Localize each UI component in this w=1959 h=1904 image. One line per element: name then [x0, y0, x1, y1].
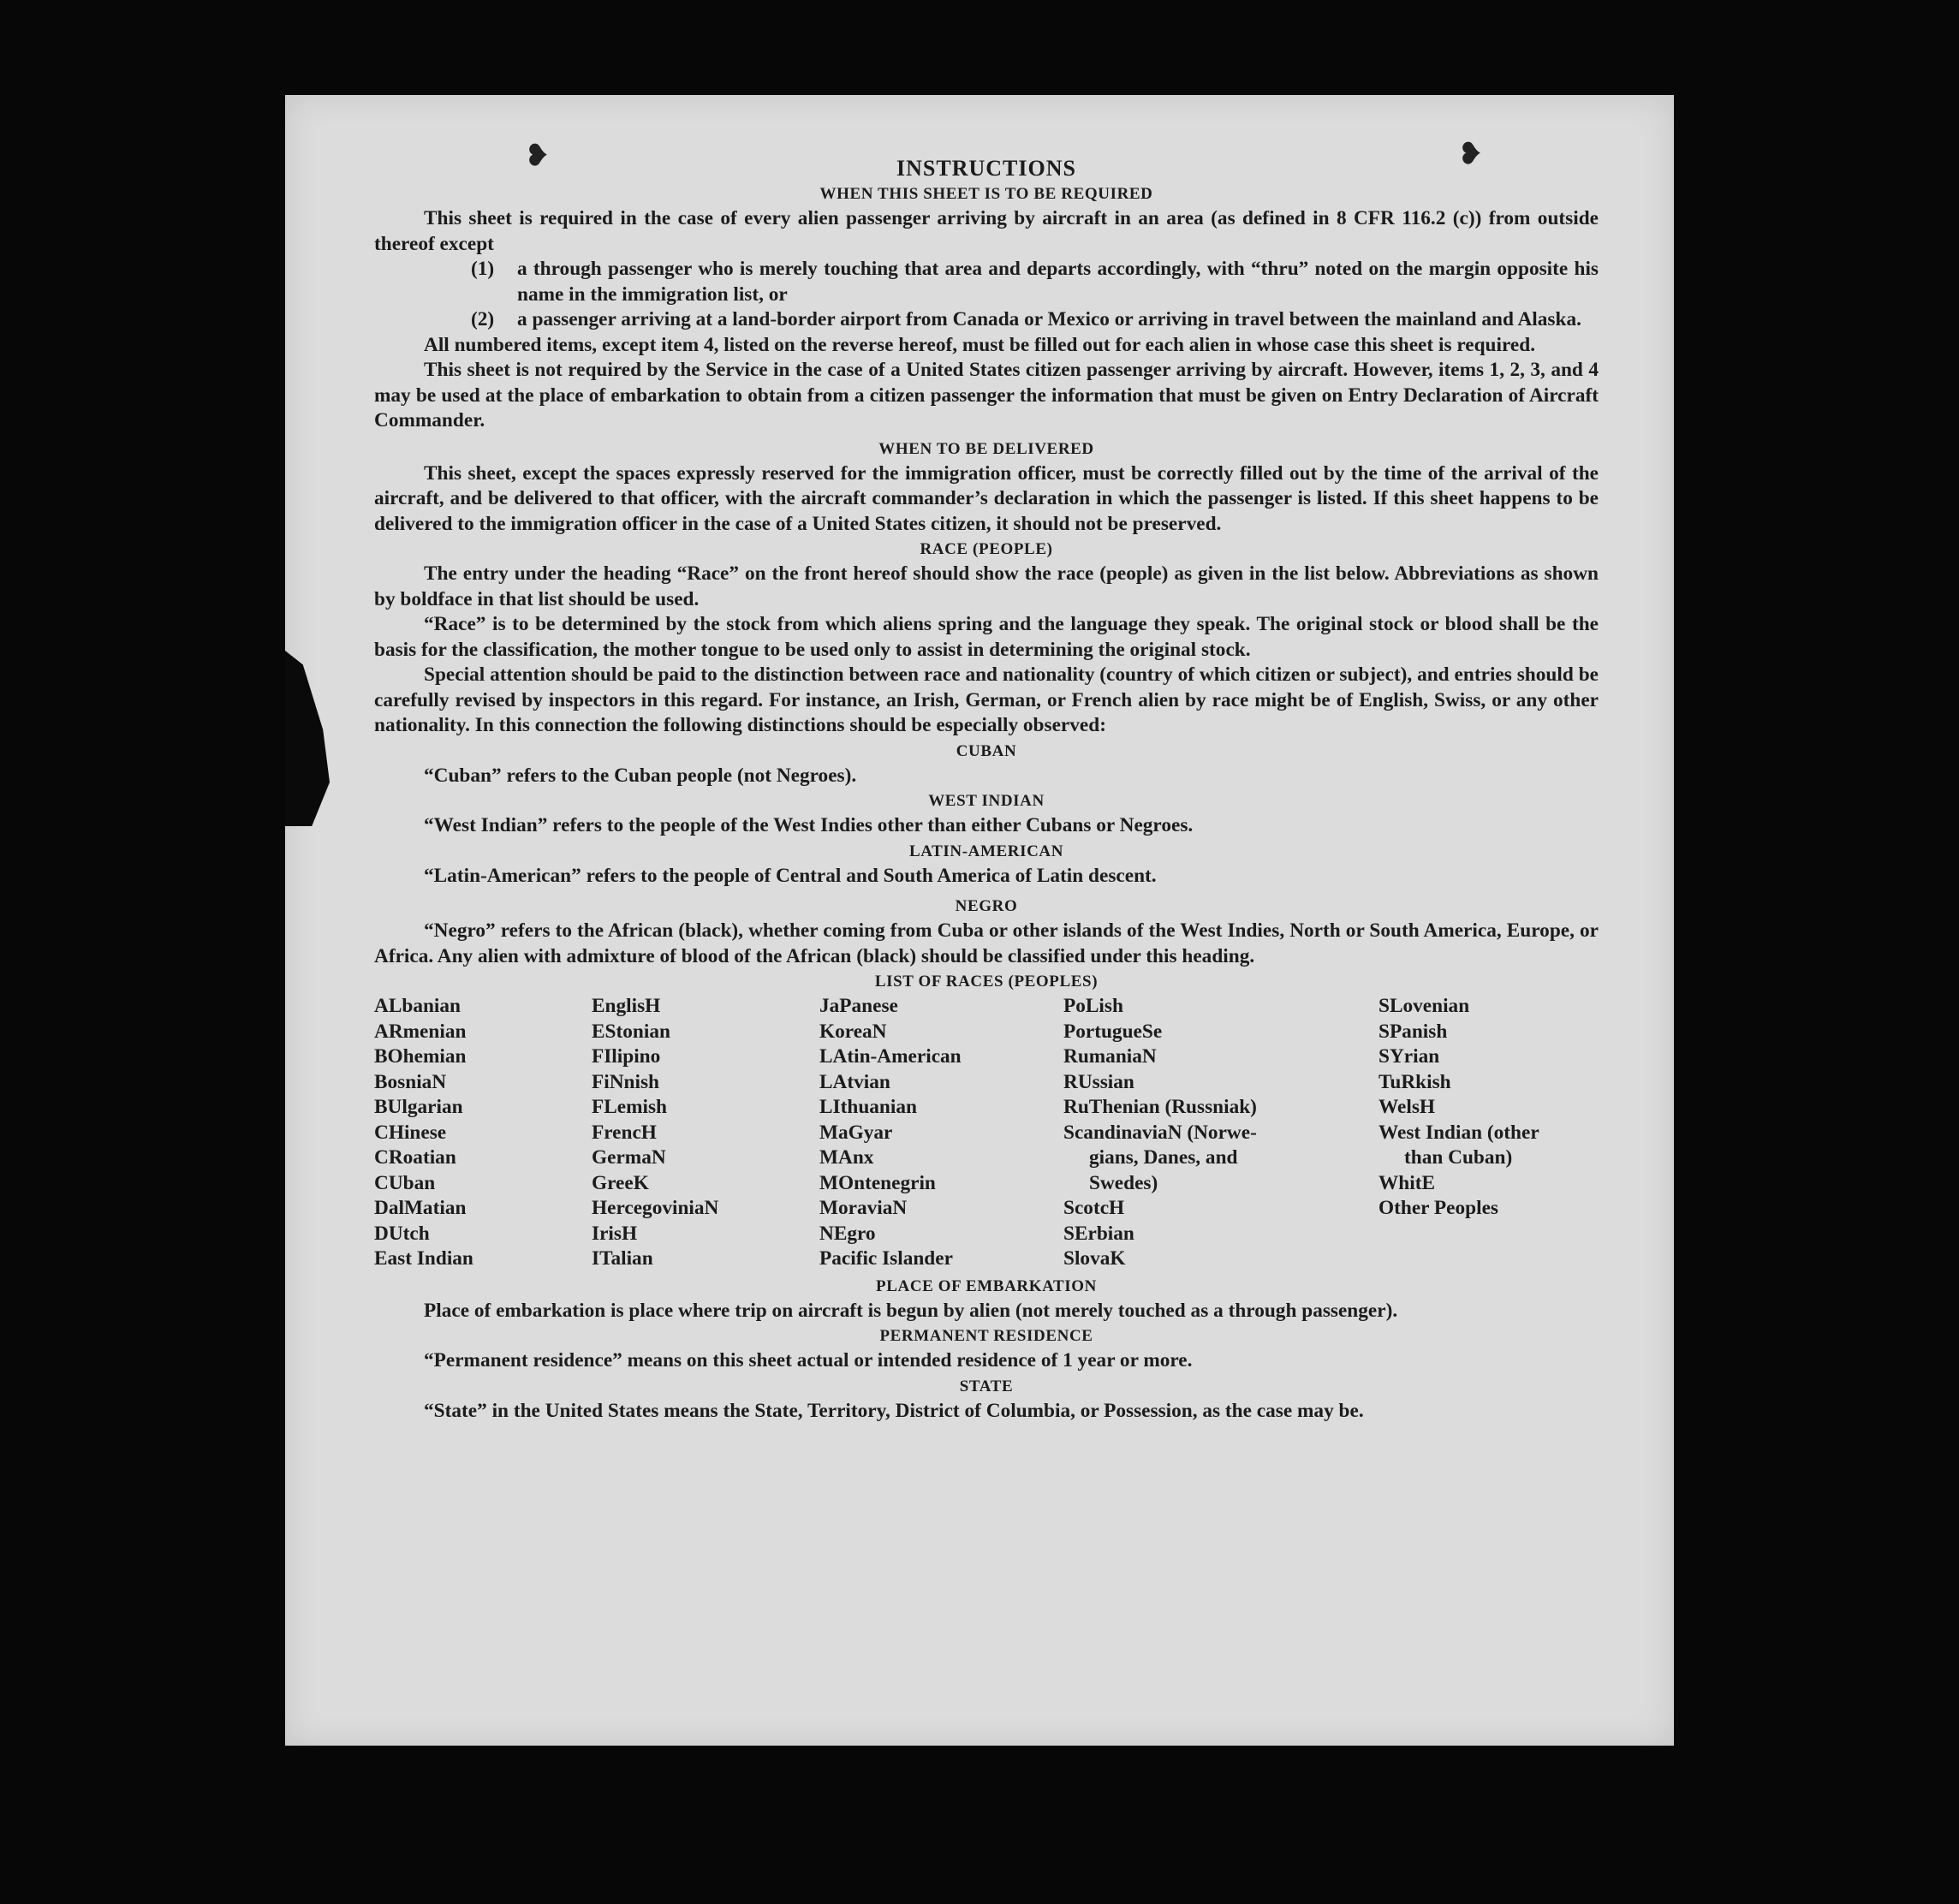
- race-item: EStonian: [592, 1020, 670, 1043]
- race-item: NEgro: [819, 1222, 876, 1245]
- race-item: MAnx: [819, 1146, 874, 1169]
- race-item: MoraviaN: [819, 1197, 908, 1219]
- race-item: Swedes): [1089, 1171, 1158, 1194]
- section-heading: WEST INDIAN: [928, 792, 1045, 810]
- race-item: LAtin-American: [819, 1045, 962, 1068]
- race-item: GreeK: [592, 1171, 649, 1194]
- instructions-text: [374, 156, 1599, 1424]
- race-item: SLovenian: [1378, 995, 1470, 1017]
- paragraph: “Cuban” refers to the Cuban people (not Negroes).: [424, 764, 857, 787]
- section-heading: LIST OF RACES (PEOPLES): [874, 973, 1099, 991]
- section-heading: STATE: [959, 1377, 1014, 1395]
- list-item: [374, 257, 1599, 307]
- list-text: a through passenger who is merely touching that area and departs accordingly, with “thru” noted on the margin opposite his name in the immigration list, or: [517, 258, 1599, 306]
- race-item: PoLish: [1063, 995, 1123, 1017]
- paragraph: “Negro” refers to the African (black), whether coming from Cuba or other islands of the West Indies, North or South America, Europe, or Africa. Any alien with admixture of blood of the African (black) should be classified under this heading.: [374, 919, 1599, 967]
- race-item: FiNnish: [592, 1070, 659, 1093]
- section-heading: WHEN THIS SHEET IS TO BE REQUIRED: [819, 185, 1153, 203]
- race-item: MaGyar: [819, 1121, 893, 1144]
- paragraph: This sheet is not required by the Service in the case of a United States citizen passenger arriving by aircraft. However, items 1, 2, 3, and 4 may be used at the place of embarkation to obtain from a citizen passenger the information that must be given on Entry Declaration of Aircraft Commander.: [374, 359, 1599, 431]
- race-item: RuThenian (Russniak): [1063, 1096, 1257, 1118]
- section-heading: RACE (PEOPLE): [920, 540, 1053, 558]
- paragraph: “Race” is to be determined by the stock from which aliens spring and the language they speak. The original stock or blood shall be the basis for the classification, the mother tongue to be used only to assist in determining the original stock.: [374, 613, 1599, 661]
- race-item: RumaniaN: [1063, 1045, 1157, 1068]
- races-column: [592, 994, 819, 1272]
- ink-mark-left: ❥: [525, 140, 550, 172]
- paragraph: Place of embarkation is place where trip on aircraft is begun by alien (not merely touched as a through passenger).: [424, 1299, 1398, 1322]
- race-item: SYrian: [1378, 1045, 1440, 1068]
- race-item: KoreaN: [819, 1020, 887, 1043]
- race-item: IrisH: [592, 1222, 638, 1245]
- race-item: SlovaK: [1063, 1247, 1126, 1270]
- race-item: WhitE: [1378, 1171, 1436, 1194]
- paragraph: This sheet, except the spaces expressly reserved for the immigration officer, must be correctly filled out by the time of the arrival of the aircraft, and be delivered to that officer, with the aircraft commander’s declaration in which the passenger is listed. If this sheet happens to be delivered to the immigration officer in the case of a United States citizen, it should not be preserved.: [374, 461, 1599, 535]
- section-heading: PLACE OF EMBARKATION: [876, 1276, 1097, 1295]
- races-column: [819, 994, 1063, 1272]
- races-column: [374, 994, 592, 1272]
- paragraph: This sheet is required in the case of every alien passenger arriving by aircraft in an area (as defined in 8 CFR 116.2 (c)) from outside thereof except: [374, 207, 1599, 255]
- list-number: (2): [471, 308, 495, 330]
- race-item: Other Peoples: [1378, 1197, 1498, 1219]
- race-item: BOhemian: [374, 1045, 467, 1068]
- race-item: ALbanian: [374, 995, 461, 1017]
- races-column: [1063, 994, 1378, 1272]
- race-item: than Cuban): [1404, 1146, 1513, 1169]
- race-item: gians, Danes, and: [1089, 1146, 1238, 1169]
- list-text: a passenger arriving at a land-border airport from Canada or Mexico or arriving in travel between the mainland and Alaska.: [517, 308, 1581, 330]
- race-item: GermaN: [592, 1146, 666, 1169]
- race-item: FLemish: [592, 1096, 668, 1118]
- race-item: ScotcH: [1063, 1197, 1125, 1219]
- race-item: BUlgarian: [374, 1096, 463, 1118]
- race-item: SErbian: [1063, 1222, 1134, 1245]
- race-item: DUtch: [374, 1222, 430, 1245]
- race-item: CRoatian: [374, 1146, 456, 1169]
- race-item: RUssian: [1063, 1070, 1134, 1093]
- paragraph: All numbered items, except item 4, listed on the reverse hereof, must be filled out for each alien in whose case this sheet is required.: [424, 333, 1536, 356]
- section-heading: LATIN-AMERICAN: [908, 842, 1064, 860]
- section-heading: CUBAN: [956, 741, 1017, 760]
- race-item: West Indian (other: [1378, 1121, 1539, 1144]
- race-item: EnglisH: [592, 995, 661, 1017]
- ink-mark-right: ❥: [1458, 139, 1483, 170]
- race-item: Pacific Islander: [819, 1247, 953, 1270]
- race-item: LIthuanian: [819, 1096, 917, 1118]
- races-column: [1378, 994, 1599, 1272]
- race-item: LAtvian: [819, 1070, 890, 1093]
- race-item: HercegovinіaN: [592, 1197, 719, 1219]
- list-number: (1): [471, 258, 495, 280]
- race-item: East Indian: [374, 1247, 473, 1270]
- race-item: CUban: [374, 1171, 436, 1194]
- section-heading: PERMANENT RESIDENCE: [879, 1327, 1093, 1345]
- list-item: [374, 307, 1599, 333]
- page-title: INSTRUCTIONS: [896, 156, 1076, 181]
- race-item: MOntenegrin: [819, 1171, 936, 1194]
- section-heading: NEGRO: [955, 897, 1018, 915]
- race-item: BosniaN: [374, 1070, 447, 1093]
- race-item: FIlipino: [592, 1045, 661, 1068]
- race-item: FrencH: [592, 1121, 657, 1144]
- section-heading: WHEN TO BE DELIVERED: [878, 439, 1094, 458]
- race-item: JaPanese: [819, 995, 898, 1017]
- paragraph: “State” in the United States means the State, Territory, District of Columbia, or Possession, as the case may be.: [424, 1399, 1364, 1422]
- race-item: DalMatian: [374, 1197, 467, 1219]
- race-item: SPanish: [1378, 1020, 1448, 1043]
- paragraph: “Permanent residence” means on this sheet actual or intended residence of 1 year or more.: [424, 1349, 1193, 1371]
- paragraph: Special attention should be paid to the distinction between race and nationality (country of which citizen or subject), and entries should be carefully revised by inspectors in this regard. For instance, an Irish, German, or French alien by race might be of English, Swiss, or any other nationality. In this connection the following distinctions should be especially observed:: [374, 663, 1599, 736]
- race-item: CHinese: [374, 1121, 447, 1144]
- paragraph: “West Indian” refers to the people of the West Indies other than either Cubans or Negroes.: [424, 814, 1194, 836]
- paragraph: “Latin-American” refers to the people of Central and South America of Latin descent.: [424, 864, 1157, 887]
- race-item: WelsH: [1378, 1096, 1436, 1118]
- race-item: TuRkish: [1378, 1070, 1451, 1093]
- races-list: [374, 994, 1599, 1272]
- race-item: ITalian: [592, 1247, 653, 1270]
- race-item: ScandinaviaN (Norwe-: [1063, 1121, 1257, 1144]
- paragraph: The entry under the heading “Race” on the front hereof should show the race (people) as given in the list below. Abbreviations as shown by boldface in that list should be used.: [374, 562, 1599, 610]
- race-item: ARmenian: [374, 1020, 467, 1043]
- race-item: PortugueSe: [1063, 1020, 1163, 1043]
